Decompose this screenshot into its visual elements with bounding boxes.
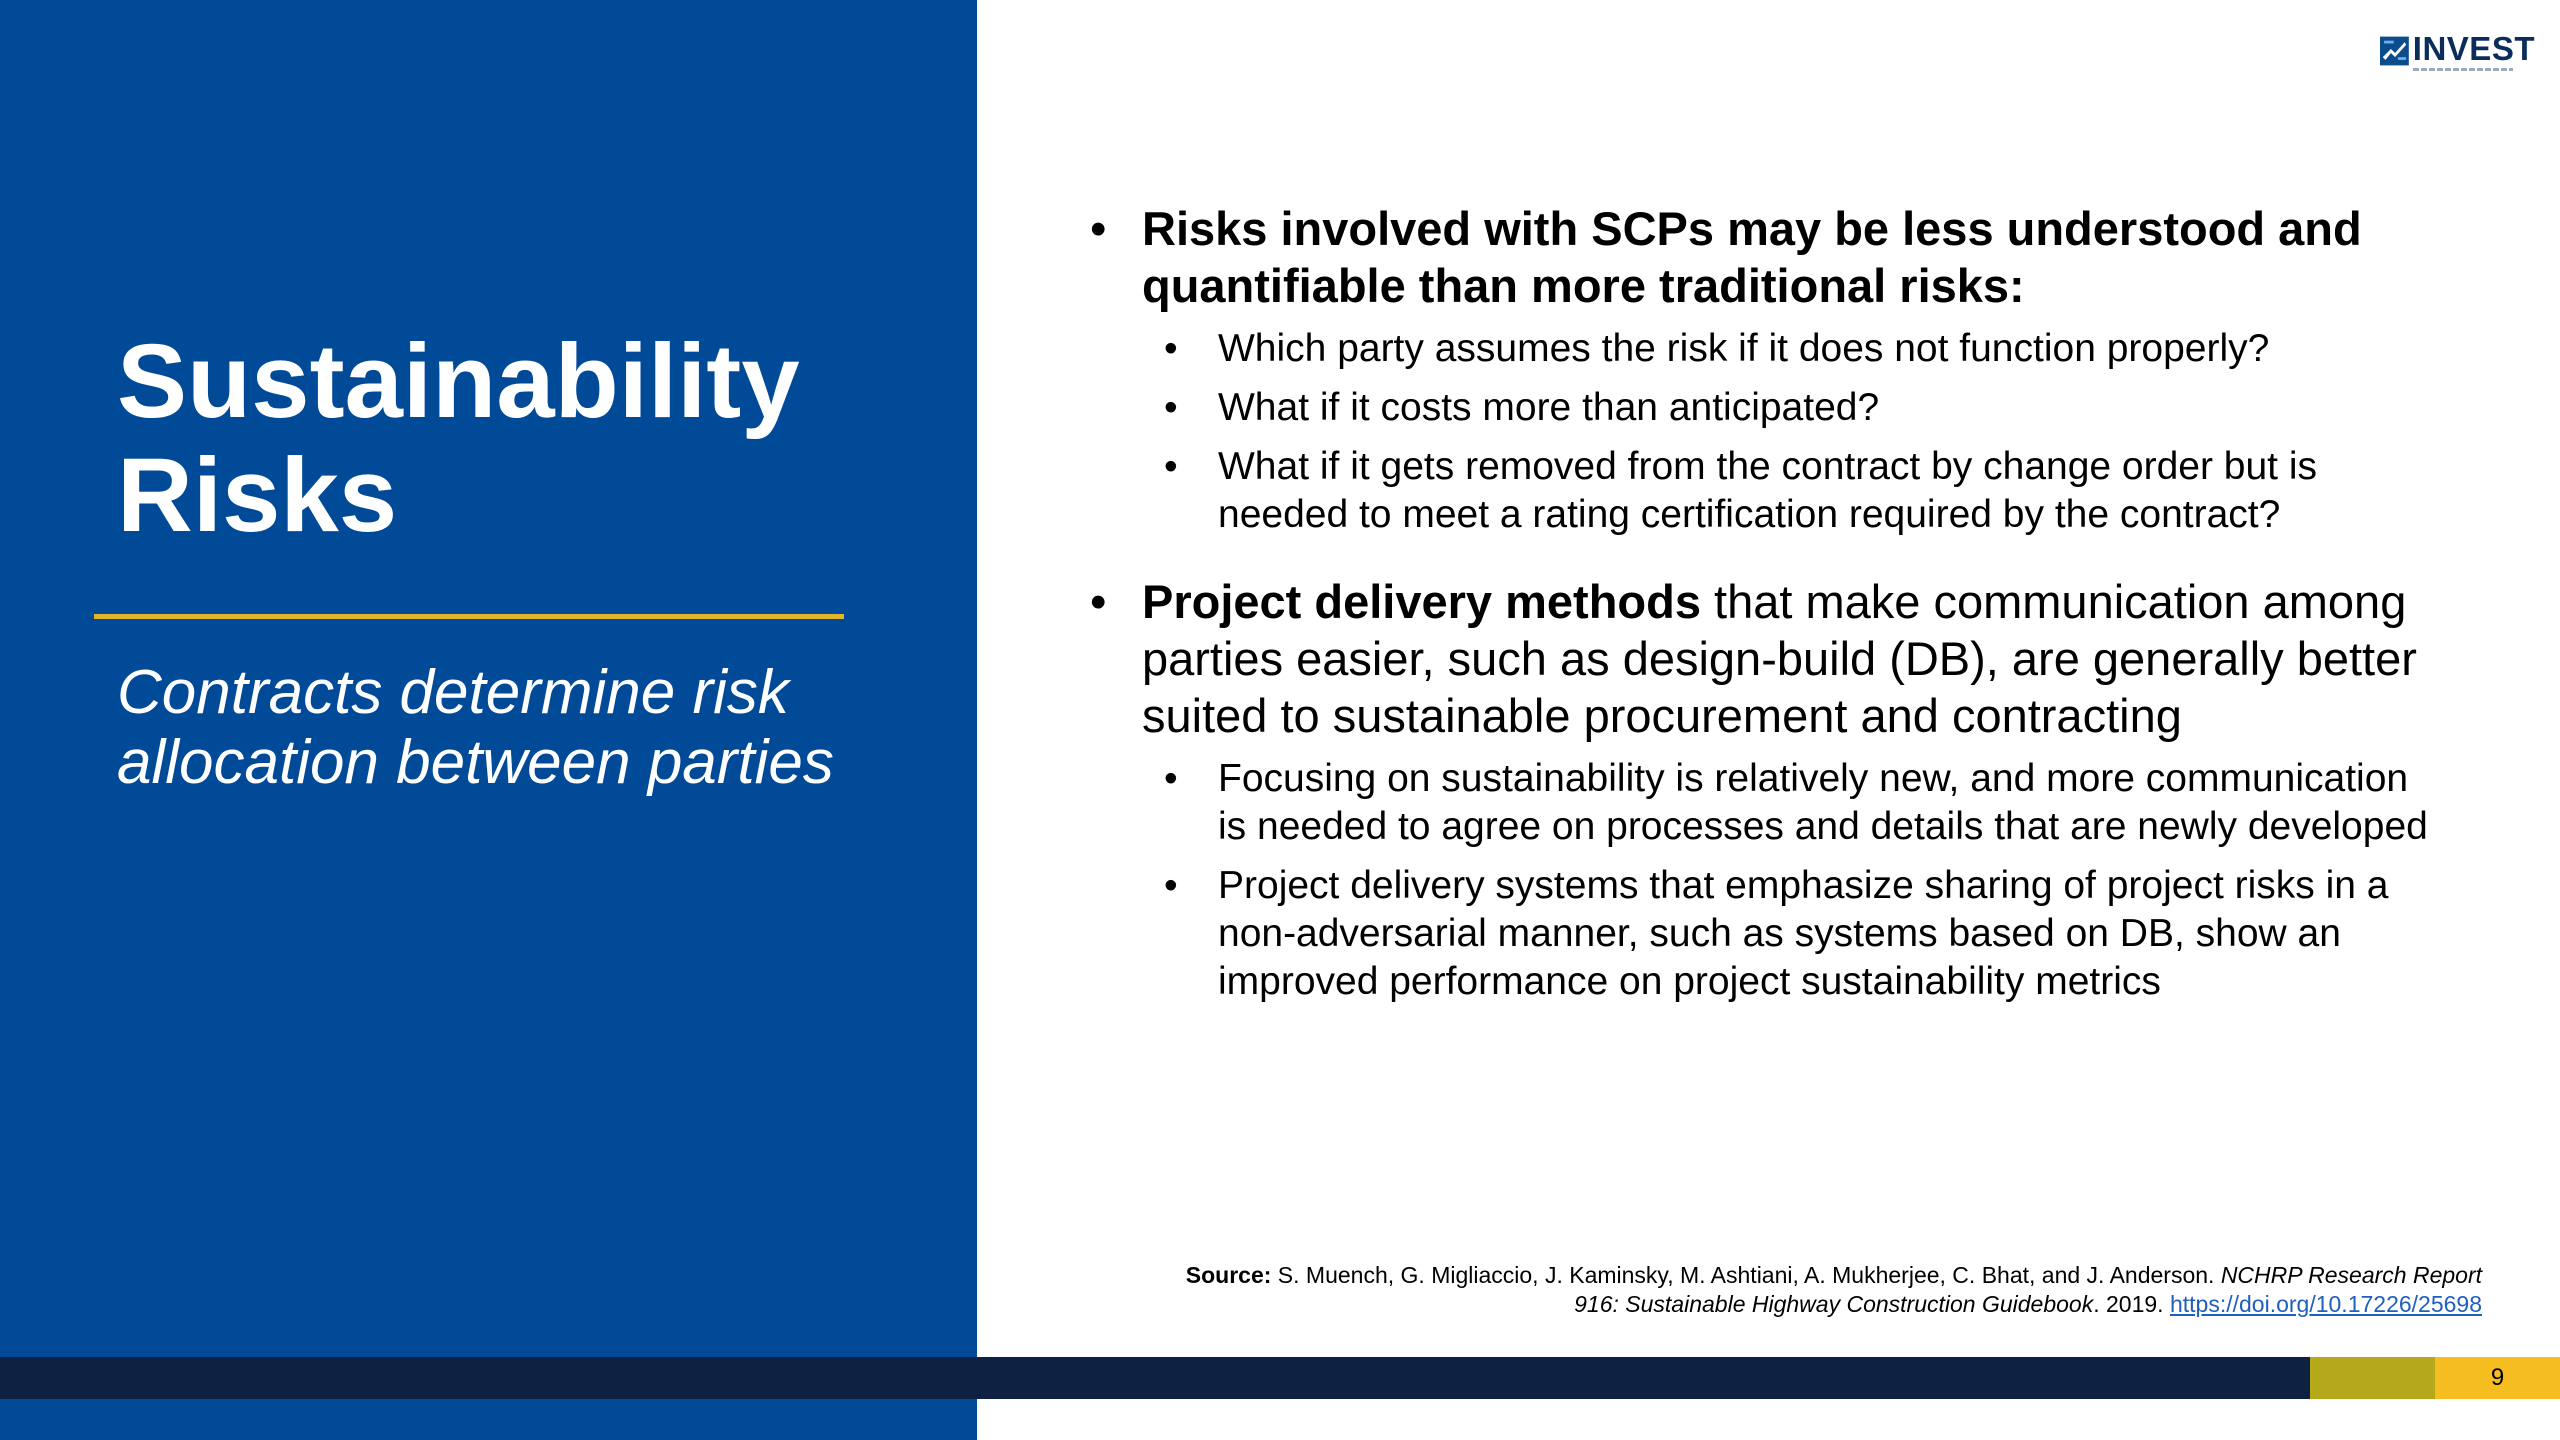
sub-bullet-text: What if it gets removed from the contract by change order but is needed to meet a rating certification required by the contract? — [1218, 445, 2318, 536]
main-bullet-1 — [1080, 200, 2430, 314]
source-doi-link[interactable]: https://doi.org/10.17226/25698 — [2169, 1291, 2482, 1317]
title-divider — [94, 614, 844, 619]
sub-bullet — [1080, 384, 2430, 432]
sub-bullet-text: Which party assumes the risk if it does not function properly? — [1218, 327, 2270, 370]
slide-subtitle: Contracts determine risk allocation between parties — [117, 658, 834, 797]
main-bullet-1-text: Risks involved with SCPs may be less understood and quantifiable than more traditional risks: — [1142, 202, 2362, 312]
invest-logo-icon — [2380, 30, 2409, 72]
footer-accent-olive — [2310, 1357, 2435, 1399]
bullet-marker: • — [1164, 864, 1178, 907]
sub-bullet-text: Focusing on sustainability is relatively new, and more communication is needed to agree on processes and details that are newly developed — [1218, 757, 2428, 848]
sub-bullet — [1080, 325, 2430, 373]
source-label: Source: — [1185, 1262, 1272, 1288]
bullet-marker: • — [1164, 445, 1178, 488]
source-title: NCHRP Research Report 916: Sustainable Highway Construction Guidebook — [1574, 1262, 2482, 1317]
bullet-marker: • — [1164, 386, 1178, 429]
footer-panel-extension — [0, 1399, 977, 1440]
bullet-marker: • — [1090, 575, 1107, 628]
bullet-marker: • — [1164, 757, 1178, 800]
footer-bar — [0, 1357, 2310, 1399]
logo-wordmark: INVEST — [2412, 29, 2535, 67]
source-authors: S. Muench, G. Migliaccio, J. Kaminsky, M. Ashtiani, A. Mukherjee, C. Bhat, and J. Anderson. — [1271, 1262, 2221, 1288]
invest-logo — [2380, 28, 2535, 74]
spacer — [1080, 539, 2430, 573]
bullet-marker: • — [1164, 327, 1178, 370]
sub-bullet — [1080, 443, 2430, 539]
title-line-2: Risks — [117, 437, 398, 554]
sub-bullet-text: What if it costs more than anticipated? — [1218, 386, 1880, 429]
slide-title — [117, 325, 937, 553]
sub-bullet-text: Project delivery systems that emphasize sharing of project risks in a non-adversarial manner, such as systems based on DB, show an improved performance on project sustainability metrics — [1218, 864, 2389, 1003]
logo-text — [2412, 29, 2535, 71]
logo-tagline-mark — [2413, 68, 2513, 71]
title-line-1: Sustainability — [117, 323, 800, 440]
source-citation — [1150, 1261, 2482, 1319]
sub-bullet — [1080, 862, 2430, 1006]
bullet-marker: • — [1090, 202, 1107, 255]
main-bullet-2 — [1080, 573, 2430, 744]
bullet-content — [1080, 200, 2430, 1006]
sub-bullet — [1080, 755, 2430, 851]
main-bullet-2-text: that make communication among parties easier, such as design-build (DB), are generally better suited to sustainable procurement and contracting — [1142, 575, 2417, 742]
main-bullet-2-bold-text: Project delivery methods — [1142, 575, 1701, 628]
page-number: 9 — [2490, 1364, 2505, 1391]
source-year: . 2019. — [2093, 1291, 2170, 1317]
